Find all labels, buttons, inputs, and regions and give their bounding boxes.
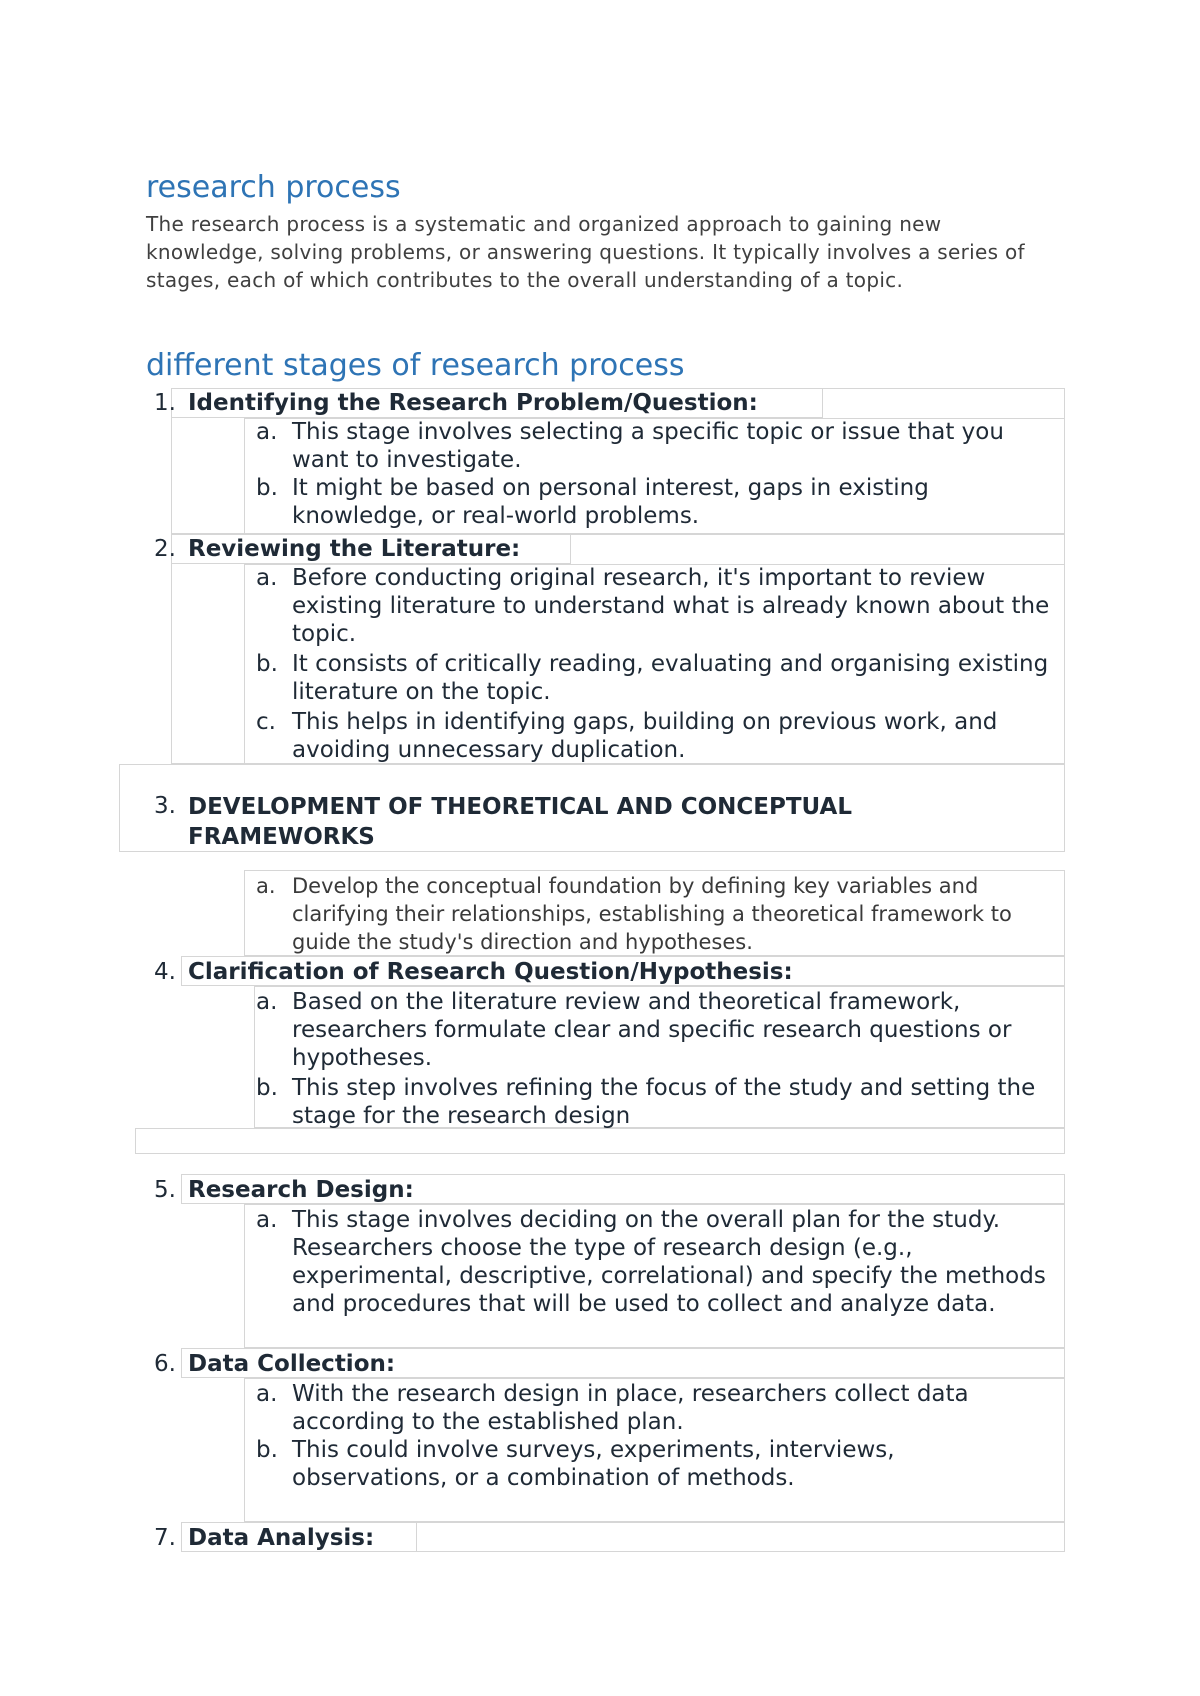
item-text: It consists of critically reading, evaluating and organising existing literature on the topic. xyxy=(292,651,1049,705)
item-letter: a. xyxy=(256,1381,278,1407)
stage-title-text: Identifying the Research Problem/Question: xyxy=(188,390,758,416)
list-item xyxy=(256,564,1056,648)
stage-6-title xyxy=(140,1350,395,1378)
stage-number: 7. xyxy=(154,1525,176,1551)
list-item xyxy=(256,650,1056,706)
list-item xyxy=(256,474,1056,530)
stage-title-text: DEVELOPMENT OF THEORETICAL AND CONCEPTUAL FRAMEWORKS xyxy=(188,794,852,850)
stage-4-title xyxy=(140,958,793,986)
item-letter: b. xyxy=(256,1437,278,1463)
list-item xyxy=(256,872,1056,956)
list-item xyxy=(256,1206,1056,1318)
item-text: This stage involves selecting a specific topic or issue that you want to investigate. xyxy=(292,419,1004,473)
item-text: It might be based on personal interest, gaps in existing knowledge, or real-world problems. xyxy=(292,475,929,529)
list-item xyxy=(256,708,1056,764)
page-title: research process xyxy=(146,170,401,205)
item-text: This stage involves deciding on the overall plan for the study. Researchers choose the type of research design (e.g., experimental, descriptive, correlational) and specify the methods and procedures that will be used to collect and analyze data. xyxy=(292,1207,1046,1317)
stage-title-text: Research Design: xyxy=(188,1177,414,1203)
list-item xyxy=(256,1436,1056,1492)
list-item xyxy=(256,1074,1056,1130)
stage-number: 4. xyxy=(154,959,176,985)
stage-title-text: Reviewing the Literature: xyxy=(188,536,521,562)
item-letter: b. xyxy=(256,1075,278,1101)
stage-7-title xyxy=(140,1524,374,1552)
stage-3-title xyxy=(140,792,940,852)
item-letter: a. xyxy=(256,874,276,898)
item-text: Before conducting original research, it's important to review existing literature to understand what is already known about the topic. xyxy=(292,565,1050,647)
stage-5-title xyxy=(140,1176,414,1204)
stage-number: 5. xyxy=(154,1177,176,1203)
stage-number: 2. xyxy=(154,536,176,562)
stage-title-text: Clarification of Research Question/Hypothesis: xyxy=(188,959,793,985)
item-letter: c. xyxy=(256,709,276,735)
item-letter: b. xyxy=(256,475,278,501)
item-text: Based on the literature review and theoretical framework, researchers formulate clear and specific research questions or hypotheses. xyxy=(292,989,1012,1071)
stage-number: 3. xyxy=(154,793,176,819)
item-text: This could involve surveys, experiments, interviews, observations, or a combination of methods. xyxy=(292,1437,895,1491)
item-letter: a. xyxy=(256,565,278,591)
stage-title-text: Data Collection: xyxy=(188,1351,396,1377)
list-item xyxy=(256,1380,1056,1436)
stage-1-title xyxy=(140,389,758,417)
item-letter: a. xyxy=(256,1207,278,1233)
stage-title-text: Data Analysis: xyxy=(188,1525,375,1551)
stage-number: 6. xyxy=(154,1351,176,1377)
stage-number: 1. xyxy=(154,390,176,416)
empty-row-cell xyxy=(135,1128,1065,1154)
list-item xyxy=(256,988,1056,1072)
list-item xyxy=(256,418,1056,474)
item-text: Develop the conceptual foundation by defining key variables and clarifying their relationships, establishing a theoretical framework to guide the study's direction and hypotheses. xyxy=(292,874,1012,954)
item-text: With the research design in place, researchers collect data according to the established plan. xyxy=(292,1381,969,1435)
section-heading: different stages of research process xyxy=(146,348,685,383)
item-letter: a. xyxy=(256,419,278,445)
item-text: This helps in identifying gaps, building on previous work, and avoiding unnecessary duplication. xyxy=(292,709,998,763)
item-text: This step involves refining the focus of the study and setting the stage for the research design xyxy=(292,1075,1036,1129)
stage-2-title xyxy=(140,535,520,563)
item-letter: a. xyxy=(256,989,278,1015)
item-letter: b. xyxy=(256,651,278,677)
intro-paragraph: The research process is a systematic and organized approach to gaining new knowledge, solving problems, or answering questions. It typically involves a series of stages, each of which contributes to the overall understanding of a topic. xyxy=(146,212,1025,292)
